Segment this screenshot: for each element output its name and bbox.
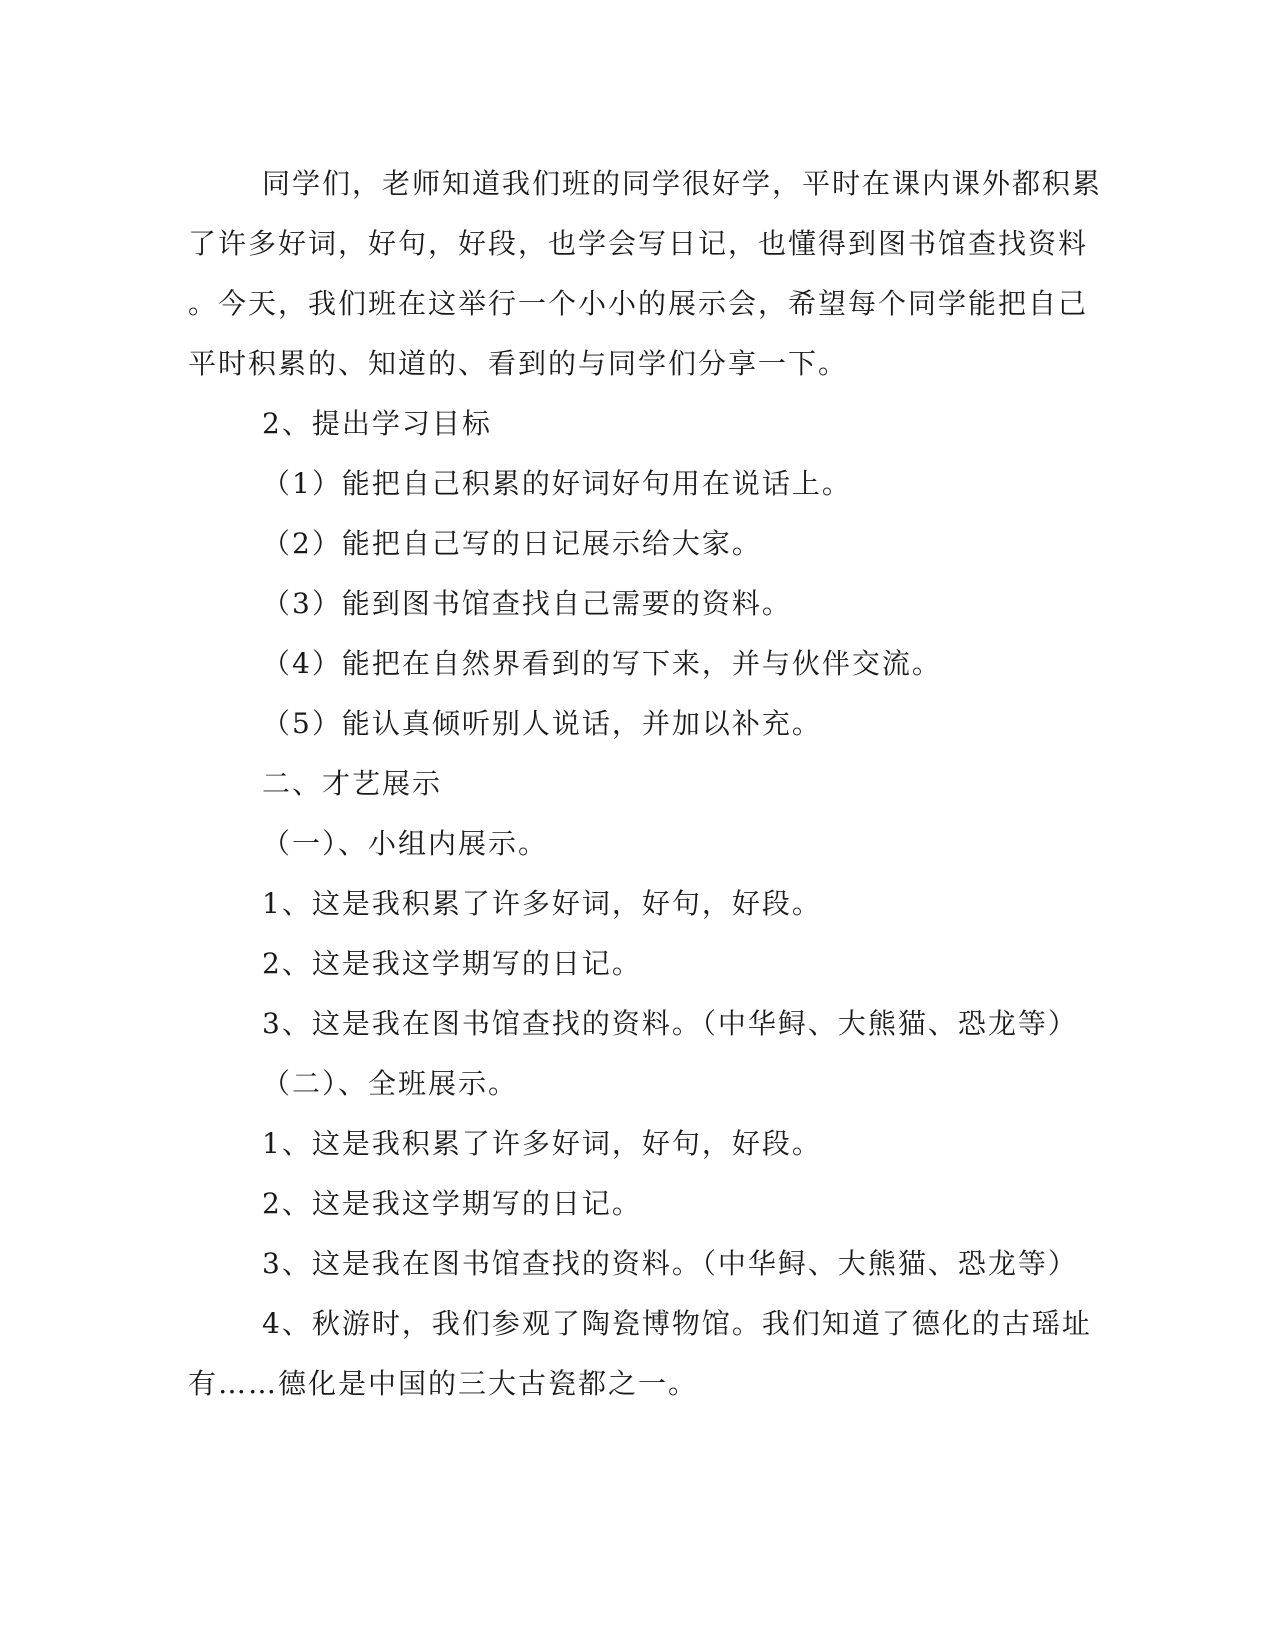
- goal-item: （3）能到图书馆查找自己需要的资料。: [262, 587, 792, 620]
- class-show-item: 3、这是我在图书馆查找的资料。（中华鲟、大熊猫、恐龙等）: [262, 1247, 1078, 1280]
- class-show-item: 2、这是我这学期写的日记。: [262, 1187, 642, 1220]
- goal-item: （4）能把在自然界看到的写下来，并与伙伴交流。: [262, 647, 942, 680]
- group-show-title: （一）、小组内展示。: [262, 827, 549, 860]
- group-show-item: 2、这是我这学期写的日记。: [262, 947, 642, 980]
- intro-line-3: 。今天，我们班在这举行一个小小的展示会，希望每个同学能把自己: [188, 287, 1089, 320]
- goal-item: （2）能把自己写的日记展示给大家。: [262, 527, 762, 560]
- goal-item: （5）能认真倾听别人说话，并加以补充。: [262, 707, 822, 740]
- intro-line-2: 了许多好词，好句，好段，也学会写日记，也懂得到图书馆查找资料: [188, 227, 1089, 260]
- group-show-item: 1、这是我积累了许多好词，好句，好段。: [262, 887, 822, 920]
- final-line-2: 有……德化是中国的三大古瓷都之一。: [188, 1367, 699, 1400]
- section-heading-talent: 二、才艺展示: [262, 767, 443, 800]
- intro-line-1: 同学们，老师知道我们班的同学很好学，平时在课内课外都积累: [262, 167, 1103, 200]
- goal-item: （1）能把自己积累的好词好句用在说话上。: [262, 467, 852, 500]
- class-show-title: （二）、全班展示。: [262, 1067, 519, 1100]
- intro-line-4: 平时积累的、知道的、看到的与同学们分享一下。: [188, 347, 849, 380]
- group-show-item: 3、这是我在图书馆查找的资料。（中华鲟、大熊猫、恐龙等）: [262, 1007, 1078, 1040]
- final-line-1: 4、秋游时，我们参观了陶瓷博物馆。我们知道了德化的古瑶址: [262, 1307, 1092, 1340]
- class-show-item: 1、这是我积累了许多好词，好句，好段。: [262, 1127, 822, 1160]
- section-heading-goals: 2、提出学习目标: [262, 407, 492, 440]
